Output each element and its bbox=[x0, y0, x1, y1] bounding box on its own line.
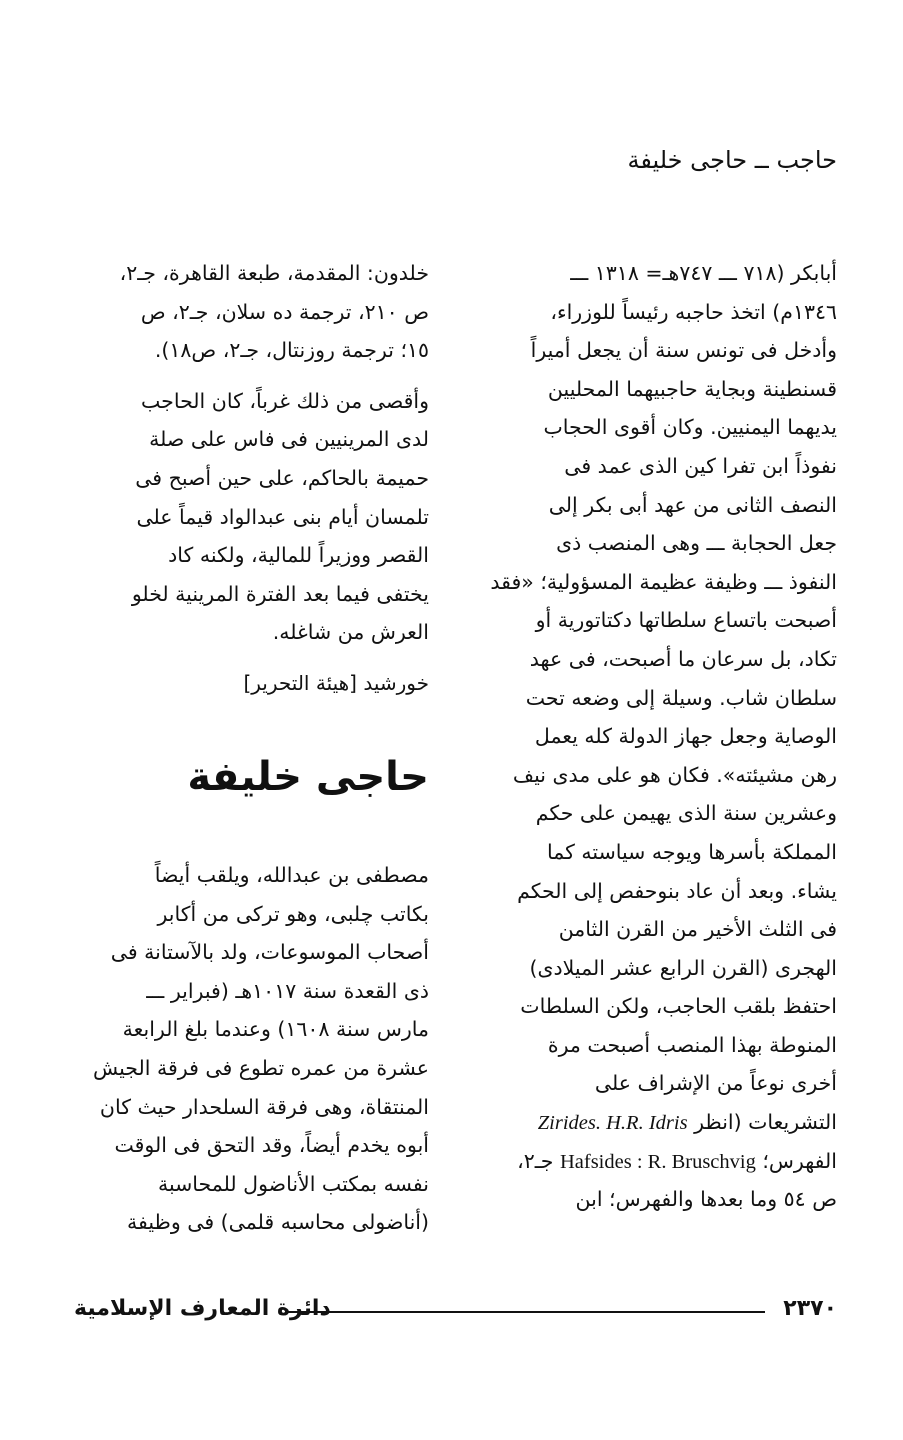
latin-reference: Hafsides : R. Bruschvig bbox=[559, 1150, 756, 1173]
text-fragment: جـ٢، bbox=[517, 1148, 554, 1173]
text-fragment: الفهرس؛ bbox=[762, 1148, 837, 1173]
text-line: أصبحت باتساع سلطاتها دكتاتورية أو bbox=[535, 608, 837, 633]
text-line: وأدخل فى تونس سنة أن يجعل أميراً bbox=[530, 338, 837, 363]
text-line: فى الثلث الأخير من القرن الثامن bbox=[558, 917, 837, 942]
paragraph-gap bbox=[74, 370, 429, 382]
text-line: لدى المرينيين فى فاس على صلة bbox=[149, 427, 429, 452]
left-column bbox=[74, 254, 429, 1242]
text-line: ص ٥٤ وما بعدها والفهرس؛ ابن bbox=[575, 1187, 837, 1212]
text-line: جعل الحجابة ـــ وهى المنصب ذى bbox=[556, 531, 837, 556]
right-column bbox=[475, 254, 837, 1219]
text-line: يشاء. وبعد أن عاد بنوحفص إلى الحكم bbox=[517, 878, 837, 903]
latin-italic: Zirides. H.R. Idris bbox=[537, 1112, 688, 1135]
text-line: نفوذاً ابن تفرا كين الذى عمد فى bbox=[564, 453, 837, 478]
text-fragment: التشريعات (انظر bbox=[694, 1110, 837, 1135]
text-line: ١٥؛ ترجمة روزنتال، جـ٢، ص١٨). bbox=[154, 338, 429, 363]
text-line: النصف الثانى من عهد أبى بكر إلى bbox=[548, 492, 837, 517]
text-line: مارس سنة ١٦٠٨) وعندما بلغ الرابعة bbox=[122, 1017, 429, 1042]
text-line: احتفظ بلقب الحاجب، ولكن السلطات bbox=[520, 994, 837, 1019]
text-line: أصحاب الموسوعات، ولد بالآستانة فى bbox=[110, 940, 429, 965]
text-line: النفوذ ـــ وظيفة عظيمة المسؤولية؛ «فقد bbox=[490, 569, 837, 594]
text-line: أبابكر (٧١٨ ـــ ٧٤٧هـ= ١٣١٨ ـــ bbox=[570, 261, 837, 285]
text-line: رهن مشيئته». فكان هو على مدى نيف bbox=[512, 762, 837, 787]
text-line: القصر ووزيراً للمالية، ولكنه كاد bbox=[168, 543, 429, 568]
text-line: يديهما اليمنيين. وكان أقوى الحجاب bbox=[543, 415, 837, 440]
text-line: ١٣٤٦م) اتخذ حاجبه رئيساً للوزراء، bbox=[550, 299, 837, 324]
text-line: الهجرى (القرن الرابع عشر الميلادى) bbox=[529, 955, 837, 980]
text-line: أبوه يخدم أيضاً، وقد التحق فى الوقت bbox=[114, 1133, 429, 1158]
running-header: حاجب ــ حاجى خليفة bbox=[627, 146, 837, 174]
text-line: تكاد، بل سرعان ما أصبحت، فى عهد bbox=[529, 646, 837, 671]
paragraph-gap bbox=[74, 652, 429, 664]
text-line: الوصاية وجعل جهاز الدولة كله يعمل bbox=[534, 724, 837, 749]
latin-reference bbox=[538, 1112, 688, 1134]
text-line: حميمة بالحاكم، على حين أصبح فى bbox=[135, 465, 429, 490]
text-line: نفسه بمكتب الأناضول للمحاسبة bbox=[157, 1171, 429, 1196]
text-line: المنتقاة، وهى فرقة السلحدار حيث كان bbox=[99, 1094, 429, 1119]
publication-title: دائرة المعارف الإسلامية bbox=[74, 1296, 331, 1321]
text-line: ذى القعدة سنة ١٠١٧هـ (فبراير ـــ bbox=[146, 978, 429, 1003]
text-line: عشرة من عمره تطوع فى فرقة الجيش bbox=[92, 1055, 429, 1080]
text-line: المملكة بأسرها ويوجه سياسته كما bbox=[547, 839, 837, 864]
text-line: قسنطينة وبجاية حاجبيهما المحليين bbox=[547, 376, 837, 401]
text-line: ص ٢١٠، ترجمة ده سلان، جـ٢، ص bbox=[140, 299, 429, 324]
text-line: العرش من شاغله. bbox=[272, 620, 429, 645]
text-line: وأقصى من ذلك غرباً، كان الحاجب bbox=[141, 388, 429, 413]
text-line: بكاتب چلبى، وهو تركى من أكابر bbox=[157, 901, 429, 926]
text-line: مصطفى بن عبدالله، ويلقب أيضاً bbox=[154, 862, 429, 887]
text-line-with-reference bbox=[475, 1142, 837, 1181]
section-title: حاجى خليفة bbox=[187, 753, 429, 800]
footer-divider bbox=[288, 1311, 765, 1313]
text-line: (أناضولى محاسبه قلمى) فى وظيفة bbox=[126, 1210, 429, 1235]
page-number: ٢٣٧٠ bbox=[783, 1296, 837, 1321]
text-line: أخرى نوعاً من الإشراف على bbox=[594, 1071, 837, 1096]
page-footer bbox=[74, 1296, 837, 1326]
text-line: وعشرين سنة الذى يهيمن على حكم bbox=[535, 801, 837, 826]
text-line-with-reference bbox=[475, 1103, 837, 1142]
text-line: تلمسان أيام بنى عبدالواد قيماً على bbox=[136, 504, 429, 529]
text-line: يختفى فيما بعد الفترة المرينية لخلو bbox=[131, 581, 429, 606]
text-line: المنوطة بهذا المنصب أصبحت مرة bbox=[547, 1032, 837, 1057]
text-line: سلطان شاب. وسيلة إلى وضعه تحت bbox=[525, 685, 837, 710]
author-signature: خورشيد [هيئة التحرير] bbox=[243, 670, 429, 695]
text-line: خلدون: المقدمة، طبعة القاهرة، جـ٢، bbox=[119, 261, 429, 285]
